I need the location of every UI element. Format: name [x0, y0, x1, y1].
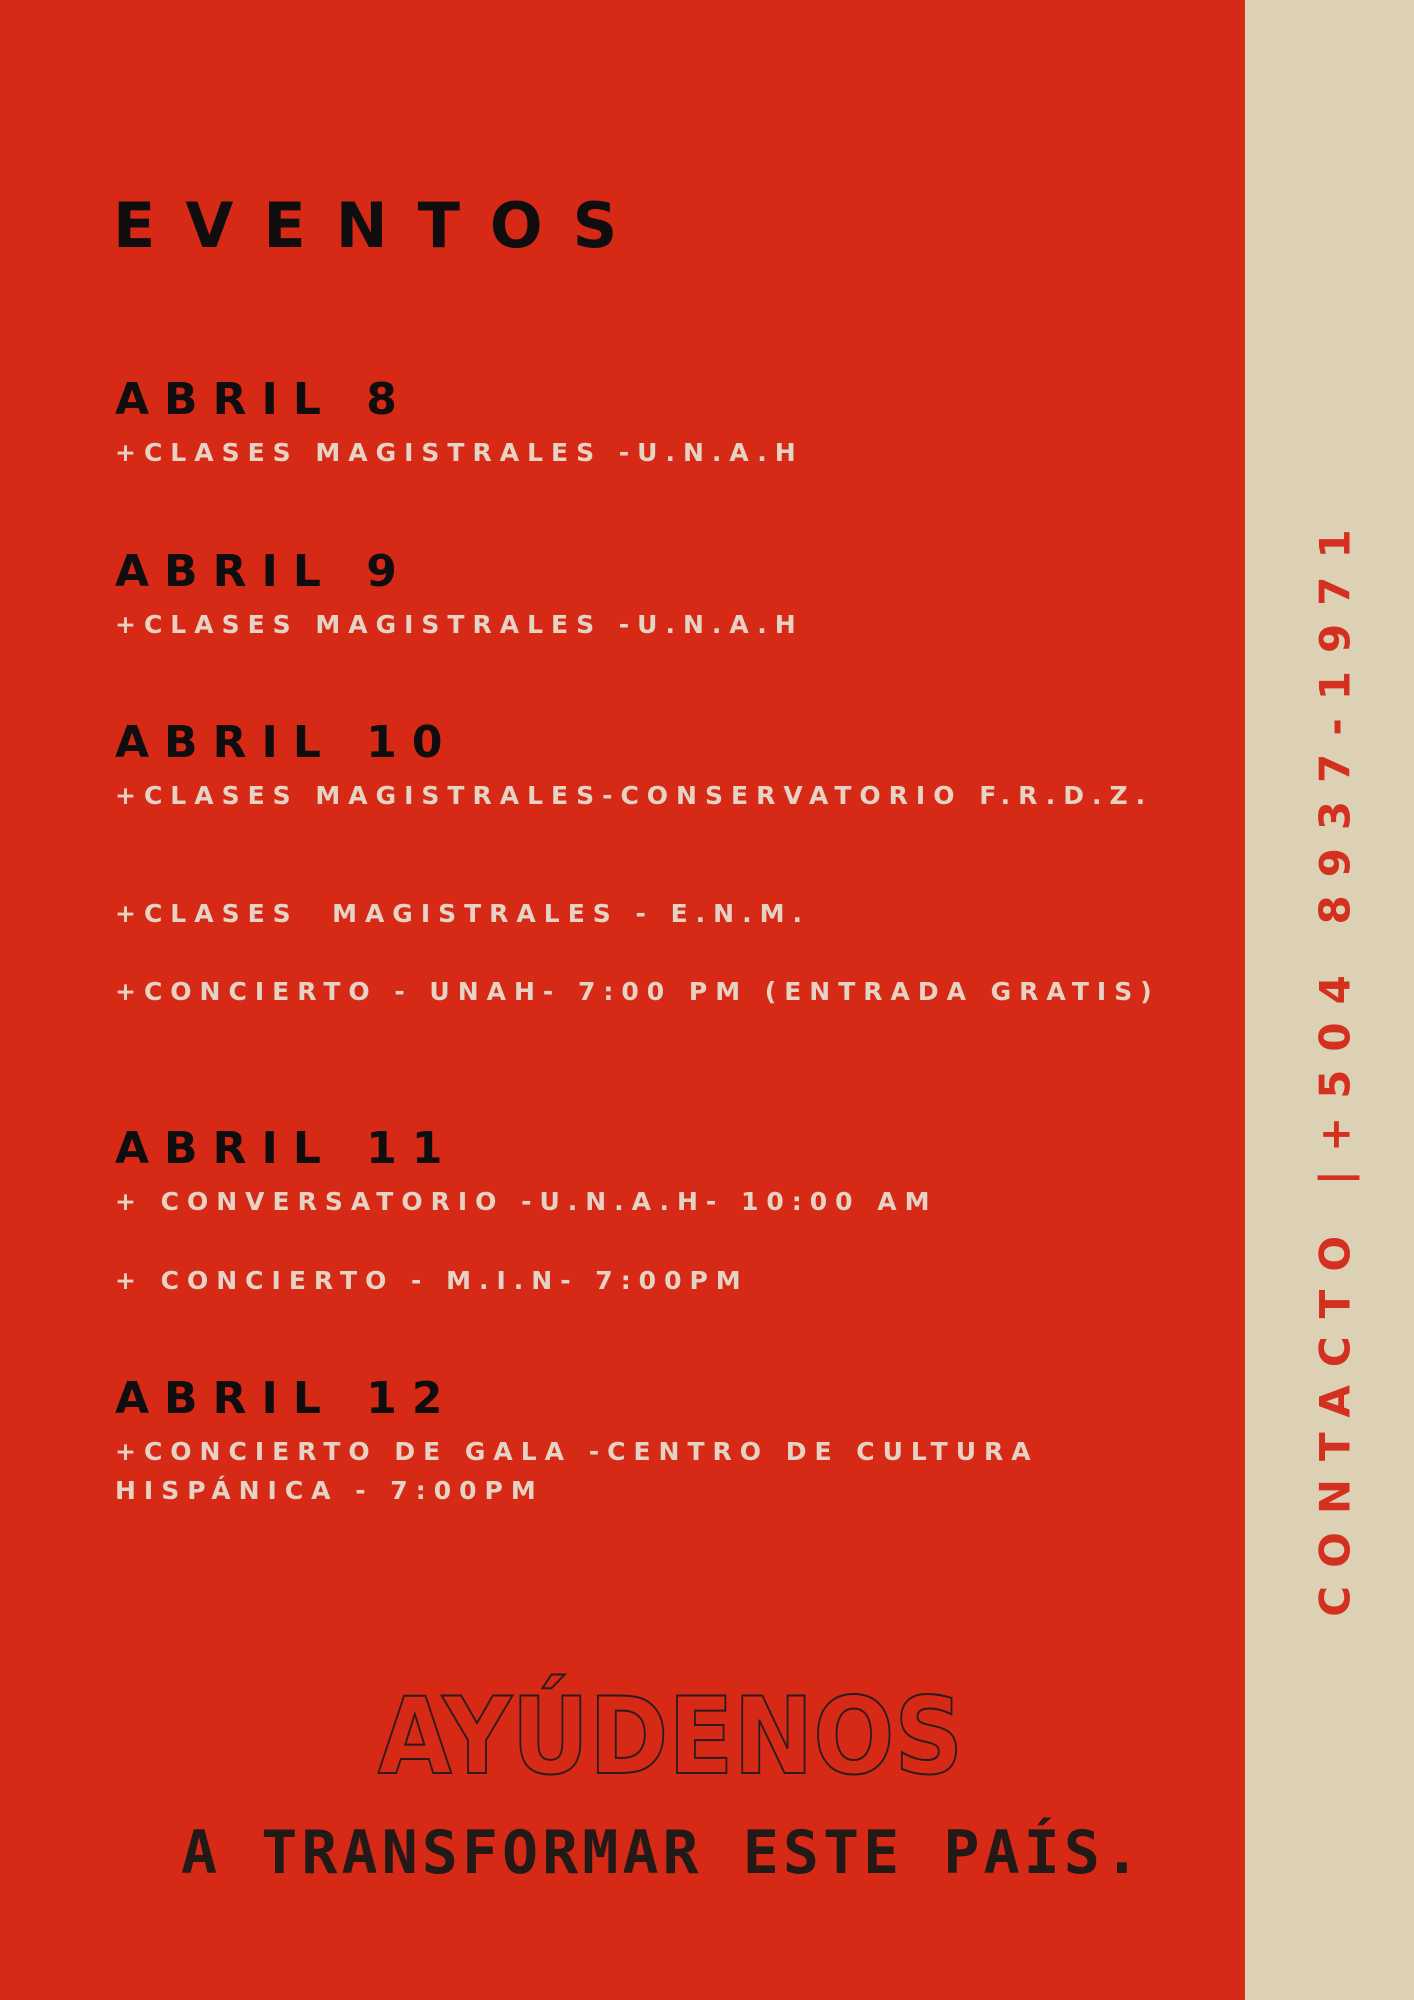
- event-item: +CLASES MAGISTRALES -U.N.A.H: [115, 438, 804, 467]
- event-date-abril-10: ABRIL 10: [115, 717, 458, 768]
- event-date-abril-11: ABRIL 11: [115, 1123, 458, 1174]
- event-item: +CLASES MAGISTRALES-CONSERVATORIO F.R.D.Z.: [115, 781, 1154, 810]
- event-item: + CONVERSATORIO -U.N.A.H- 10:00 AM: [115, 1187, 938, 1216]
- event-date-abril-12: ABRIL 12: [115, 1373, 458, 1424]
- contact-info: CONTACTO |+504 8937-1971: [1310, 511, 1360, 1617]
- event-item: +CLASES MAGISTRALES - E.N.M.: [115, 899, 810, 928]
- event-item: +CONCIERTO - UNAH- 7:00 PM (ENTRADA GRATIS): [115, 977, 1160, 1006]
- event-item: + CONCIERTO - M.I.N- 7:00PM: [115, 1266, 749, 1295]
- event-date-abril-8: ABRIL 8: [115, 374, 412, 425]
- cta-subline: A TRANSFORMAR ESTE PAÍS.: [181, 1818, 1144, 1888]
- event-item: +CLASES MAGISTRALES -U.N.A.H: [115, 610, 804, 639]
- event-item: +CONCIERTO DE GALA -CENTRO DE CULTURA HISPÁNICA - 7:00PM: [115, 1437, 1056, 1505]
- page-title: EVENTOS: [113, 189, 648, 262]
- cta-headline: AYÚDENOS: [377, 1675, 964, 1798]
- event-date-abril-9: ABRIL 9: [115, 546, 412, 597]
